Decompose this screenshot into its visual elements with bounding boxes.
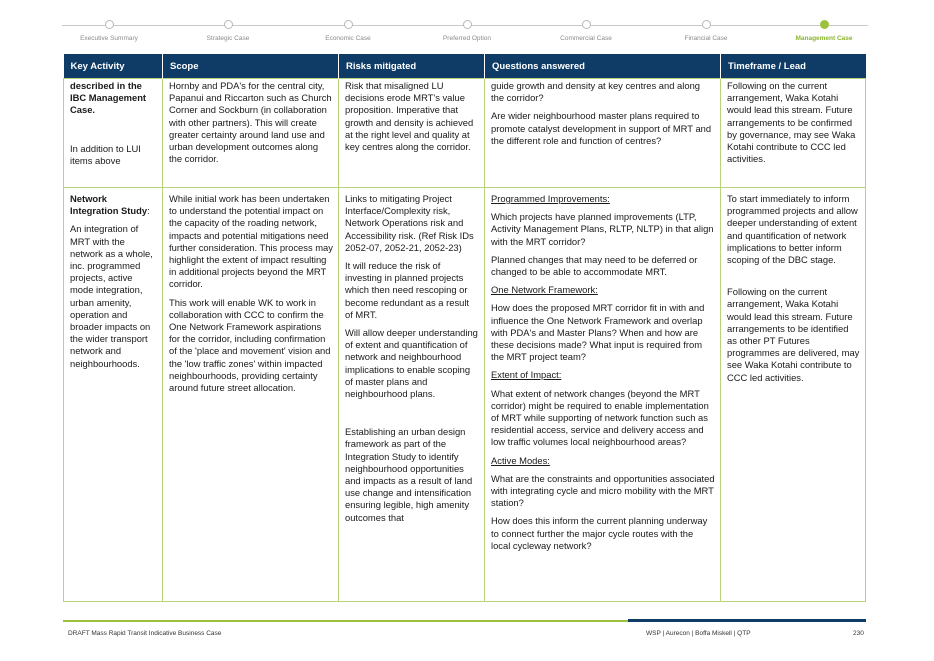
step-label: Preferred Option xyxy=(442,35,492,42)
footer-divider-accent xyxy=(628,619,866,622)
scope-text: Hornby and PDA's for the central city, Papanui and Riccarton such as Church Corner and Sockburn (in collaboration with other partners). This will create greater certainty around land use and urban development outcomes along the corridor. xyxy=(169,80,332,165)
question-text: How does the proposed MRT corridor fit in with and influence the One Network Framework and overlap with PDA's and Master Plans? When and how are these decisions made? What input is required from the MRT project team? xyxy=(491,302,705,363)
timeframe-text: Following on the current arrangement, Waka Kotahi would lead this stream. Future arrangements to be identified as other PT Futures programmes are delivered, may see Waka Kotahi contribute to CCC led activities. xyxy=(727,286,860,383)
scope-text: This work will enable WK to work in collaboration with CCC to confirm the One Network Framework aspirations for the corridor, including confirmation of the 'place and movement' vision and the 'low traffic zones' within impacted neighbourhoods, providing certainty around future street allocation. xyxy=(169,296,331,394)
question-text: Are wider neighbourhood master plans required to promote catalyst development in support of MRT and the different role and function of centres? xyxy=(491,110,712,146)
risks-text: Will allow deeper understanding of extent and quantification of network and neighbourhood implications to enable scoping of master plans and neighbourhood plans. xyxy=(345,327,478,400)
step-strategic-case[interactable] xyxy=(173,20,283,42)
cell-questions xyxy=(485,188,721,602)
question-text: Planned changes that may need to be deferred or changed to be able to accommodate MRT. xyxy=(491,253,698,278)
cell-key-activity xyxy=(64,188,163,602)
footer-page-number: 230 xyxy=(853,630,864,637)
step-management-case[interactable] xyxy=(769,20,879,42)
question-text: Which projects have planned improvements (LTP, Activity Management Plans, RLTP, NLTP) in that align with the MRT corridor? xyxy=(491,211,714,247)
step-economic-case[interactable] xyxy=(293,20,403,42)
question-heading: Programmed Improvements: xyxy=(491,193,610,204)
footer-partners: WSP | Aurecon | Boffa Miskell | QTP xyxy=(646,630,751,637)
step-dot xyxy=(582,20,591,29)
question-heading: Extent of Impact: xyxy=(491,369,562,381)
activity-text: An integration of MRT with the network as a whole, inc. programmed projects, active mode integration, urban amenity, operation and broader impacts on the wider transport network and neighbourhoods. xyxy=(70,223,153,369)
question-text: What are the constraints and opportunities associated with integrating cycle and micro mobility with the MRT station? xyxy=(491,472,715,509)
step-dot xyxy=(463,20,472,29)
activity-colon: : xyxy=(147,205,150,217)
cell-key-activity xyxy=(64,79,163,188)
step-dot-active xyxy=(820,20,829,29)
progress-tracker xyxy=(62,20,868,50)
question-text: What extent of network changes (beyond the MRT corridor) might be required to enable implementation of MRT while supporting of network function such as residential access, service and delivery access and low traffic volumes local neighbourhood areas? xyxy=(491,387,709,448)
step-preferred-option[interactable] xyxy=(412,20,522,42)
header-questions-answered: Questions answered xyxy=(485,54,721,79)
timeframe-text: Following on the current arrangement, Waka Kotahi would lead this stream. Future arrangements to be confirmed by governance, may see Waka Kotahi contribute to CCC led activities. xyxy=(727,80,856,165)
step-dot xyxy=(224,20,233,29)
cell-risks xyxy=(339,188,485,602)
cell-questions xyxy=(485,79,721,188)
activities-table xyxy=(63,54,866,602)
question-text: How does this inform the current planning underway to connect further the major cycle routes with the local cycleway network? xyxy=(491,515,708,551)
activity-title: Network Integration Study xyxy=(70,193,148,217)
risks-text: It will reduce the risk of investing in planned projects which then need rescoping or become redundant as a result of MRT. xyxy=(345,260,470,320)
step-label: Commercial Case xyxy=(560,35,612,42)
cell-timeframe xyxy=(721,188,866,602)
question-heading: Active Modes: xyxy=(491,454,550,466)
step-dot xyxy=(105,20,114,29)
scope-text: While initial work has been undertaken to understand the potential impact on the capacity of the roading network, impacts and potential mitigations need further consideration. This process may highlight the extent of impact resulting in additional projects beyond the MRT corridor. xyxy=(169,193,333,290)
risks-text: Establishing an urban design framework as part of the Integration Study to identify neighbourhood opportunities and impacts as a result of land use change and intensification ensuring legible, high amenity outcomes that xyxy=(345,426,473,523)
table-row xyxy=(64,188,866,602)
header-risks-mitigated: Risks mitigated xyxy=(339,54,485,79)
cell-risks xyxy=(339,79,485,188)
step-label: Strategic Case xyxy=(206,35,250,42)
step-financial-case[interactable] xyxy=(651,20,761,42)
step-commercial-case[interactable] xyxy=(531,20,641,42)
risks-text: Links to mitigating Project Interface/Complexity risk, Network Operations risk and Accessibility risk. (Ref Risk IDs 2052-07, 2052-21, 2052-23) xyxy=(345,193,474,253)
step-dot xyxy=(702,20,711,29)
spacer xyxy=(727,272,860,286)
header-scope: Scope xyxy=(163,54,339,79)
cell-scope xyxy=(163,79,339,188)
question-heading: One Network Framework: xyxy=(491,284,598,296)
activity-title: described in the IBC Management Case. xyxy=(70,80,147,116)
step-label: Management Case xyxy=(795,35,853,42)
footer-document-title: DRAFT Mass Rapid Transit Indicative Business Case xyxy=(68,630,222,637)
step-executive-summary[interactable] xyxy=(54,20,164,42)
header-timeframe-lead: Timeframe / Lead xyxy=(721,54,866,79)
table-row xyxy=(64,79,866,188)
step-dot xyxy=(344,20,353,29)
question-text: guide growth and density at key centres and along the corridor? xyxy=(491,80,700,104)
timeframe-text: To start immediately to inform programmed projects and allow deeper understanding of extent and quantification of network implications to better inform scoping of the DBC stage. xyxy=(727,193,858,266)
cell-timeframe xyxy=(721,79,866,188)
spacer xyxy=(345,406,479,426)
step-label: Economic Case xyxy=(325,35,371,42)
header-key-activity: Key Activity xyxy=(64,54,163,79)
activity-text: In addition to LUI items above xyxy=(70,142,141,166)
step-label: Executive Summary xyxy=(80,35,138,42)
risks-text: Risk that misaligned LU decisions erode MRT's value proposition. Imperative that growth and density is achieved at the right level and quality at key centres along the corridor. xyxy=(345,80,474,153)
table-header-row xyxy=(64,54,866,79)
cell-scope xyxy=(163,188,339,602)
spacer xyxy=(70,123,157,143)
step-label: Financial Case xyxy=(684,35,728,42)
